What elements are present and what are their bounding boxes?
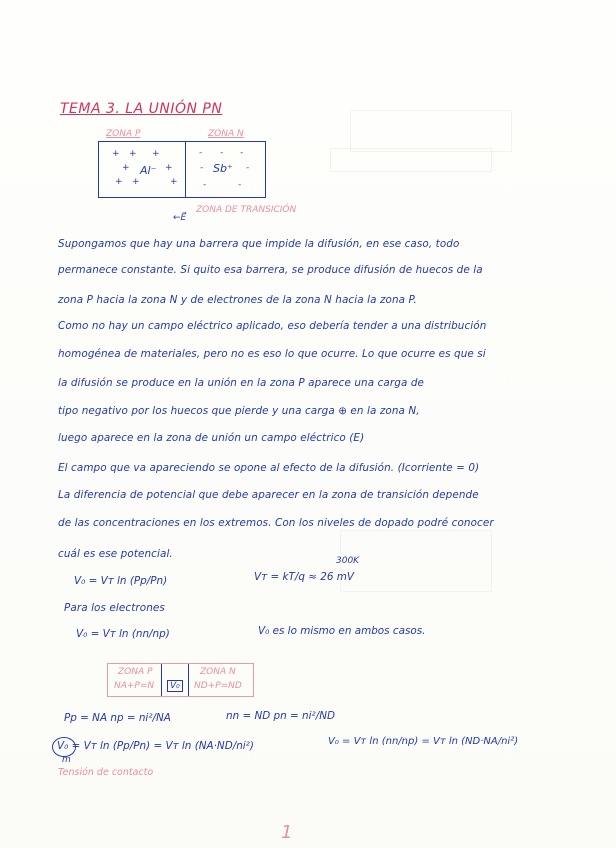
- doping-zone-p-label: ZONA P: [118, 667, 153, 677]
- n-charge-sign: -: [200, 163, 204, 173]
- text-line: El campo que va apareciendo se opone al efecto de la difusión. (Icorriente = 0): [58, 462, 480, 474]
- n-charge-sign: -: [199, 148, 203, 158]
- contact-voltage-label: Tensión de contacto: [58, 767, 154, 778]
- text-line: homogénea de materiales, pero no es eso lo que ocurre. Lo que ocurre es que si: [58, 348, 486, 360]
- p-charge-sign: +: [129, 149, 137, 159]
- text-line: Supongamos que hay una barrera que impide la difusión, en ese caso, todo: [58, 238, 460, 250]
- text-line: tipo negativo por los huecos que pierde y una carga ⊕ en la zona N,: [58, 405, 420, 417]
- text-line: zona P hacia la zona N y de electrones de la zona N hacia la zona P.: [58, 294, 417, 306]
- v0-circle: [52, 737, 76, 757]
- p-charge-sign: +: [165, 163, 173, 173]
- p-charge-sign: +: [152, 149, 160, 159]
- equation-v0-electrons: V₀ = Vт ln (nn/np): [76, 628, 170, 640]
- contact-potential-v0: V₀: [167, 680, 183, 692]
- acceptor-ion-label: Al⁻: [140, 164, 157, 177]
- electrons-label: Para los electrones: [64, 602, 165, 614]
- equation-v0-holes: V₀ = Vт ln (Pp/Pn): [74, 575, 168, 587]
- p-charge-sign: +: [115, 177, 123, 187]
- doping-zone-p-concentration: NA+P=N: [114, 681, 155, 691]
- doping-divider-left: [161, 664, 162, 696]
- equation-v0-doping-holes: V₀ = Vт ln (Pp/Pn) = Vт ln (NA·ND/ni²): [57, 740, 254, 752]
- donor-ion-label: Sb⁺: [213, 162, 233, 175]
- equation-thermal-voltage: Vт = kT/q ≈ 26 mV: [254, 571, 354, 583]
- text-line: de las concentraciones en los extremos. Con los niveles de dopado podré conocer: [58, 517, 494, 529]
- bleed-through-mark: [330, 148, 492, 172]
- text-line: permanece constante. Si quito esa barrera, se produce difusión de huecos de la: [58, 264, 483, 276]
- p-charge-sign: +: [122, 163, 130, 173]
- p-charge-sign: +: [132, 177, 140, 187]
- equation-p-side-concentrations: Pp = NA np = ni²/NA: [64, 712, 171, 724]
- text-line: Como no hay un campo eléctrico aplicado, eso debería tender a una distribución: [58, 320, 487, 332]
- doping-zone-n-concentration: ND+P=ND: [194, 681, 242, 691]
- electric-field-arrow: ←E⃗: [173, 213, 187, 223]
- zone-p-label: ZONA P: [106, 129, 141, 139]
- n-charge-sign: -: [220, 148, 224, 158]
- text-line: la difusión se produce en la unión en la zona P aparece una carga de: [58, 377, 425, 389]
- n-charge-sign: -: [246, 163, 250, 173]
- transition-zone-label: ZONA DE TRANSICIÓN: [196, 205, 297, 215]
- equation-mark: m: [62, 755, 71, 765]
- page-number: 1: [281, 822, 293, 843]
- bleed-through-mark: [340, 530, 492, 592]
- text-line: cuál es ese potencial.: [58, 548, 173, 560]
- p-charge-sign: +: [170, 177, 178, 187]
- doping-zone-n-label: ZONA N: [200, 667, 236, 677]
- p-charge-sign: +: [112, 149, 120, 159]
- n-charge-sign: -: [238, 180, 242, 190]
- junction-divider: [185, 142, 186, 197]
- page-title: TEMA 3. LA UNIÓN PN: [60, 101, 223, 117]
- equation-v0-note: V₀ es lo mismo en ambos casos.: [258, 625, 426, 637]
- n-charge-sign: -: [240, 148, 244, 158]
- bleed-through-mark: [350, 110, 512, 152]
- text-line: luego aparece en la zona de unión un campo eléctrico (E): [58, 432, 365, 444]
- temperature-note: 300K: [336, 556, 360, 566]
- equation-v0-doping-electrons: V₀ = Vт ln (nn/np) = Vт ln (ND·NA/ni²): [328, 736, 519, 747]
- n-charge-sign: -: [203, 180, 207, 190]
- zone-n-label: ZONA N: [208, 129, 244, 139]
- equation-n-side-concentrations: nn = ND pn = ni²/ND: [226, 710, 335, 722]
- doping-divider-right: [188, 664, 189, 696]
- text-line: La diferencia de potencial que debe aparecer en la zona de transición depende: [58, 489, 479, 501]
